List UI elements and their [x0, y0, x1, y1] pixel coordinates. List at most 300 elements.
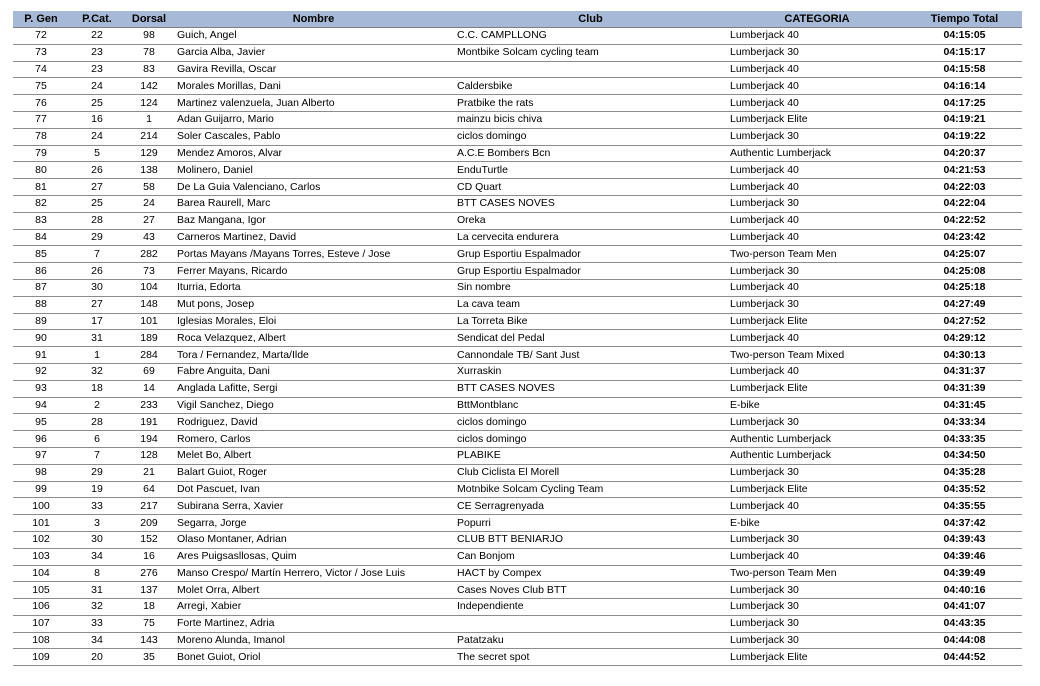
cell-pcat: 22: [69, 28, 125, 45]
cell-pcat: 8: [69, 565, 125, 582]
cell-club: C.C. CAMPLLONG: [454, 28, 727, 45]
table-row: [13, 279, 1022, 296]
header-pcat: P.Cat.: [69, 11, 125, 28]
cell-nombre: Barea Raurell, Marc: [173, 195, 454, 212]
cell-dorsal: 101: [125, 313, 173, 330]
cell-nombre: Olaso Montaner, Adrian: [173, 531, 454, 548]
cell-pcat: 28: [69, 414, 125, 431]
cell-dorsal: 209: [125, 515, 173, 532]
cell-categoria: Lumberjack 40: [727, 279, 907, 296]
cell-dorsal: 64: [125, 481, 173, 498]
table-row: [13, 145, 1022, 162]
header-tiempo: Tiempo Total: [907, 11, 1022, 28]
cell-tiempo: 04:17:25: [907, 95, 1022, 112]
cell-nombre: Mut pons, Josep: [173, 296, 454, 313]
cell-pcat: 34: [69, 632, 125, 649]
cell-club: [454, 615, 727, 632]
cell-tiempo: 04:39:46: [907, 548, 1022, 565]
cell-pcat: 26: [69, 263, 125, 280]
cell-categoria: Lumberjack Elite: [727, 111, 907, 128]
cell-club: Cases Noves Club BTT: [454, 582, 727, 599]
cell-dorsal: 18: [125, 599, 173, 616]
cell-pgen: 88: [13, 296, 69, 313]
cell-pcat: 25: [69, 95, 125, 112]
cell-categoria: Lumberjack 30: [727, 128, 907, 145]
cell-club: BTT CASES NOVES: [454, 195, 727, 212]
cell-tiempo: 04:25:08: [907, 263, 1022, 280]
cell-nombre: Molinero, Daniel: [173, 162, 454, 179]
cell-categoria: Lumberjack 40: [727, 28, 907, 45]
cell-nombre: Bonet Guiot, Oriol: [173, 649, 454, 666]
cell-pgen: 74: [13, 61, 69, 78]
cell-pcat: 32: [69, 599, 125, 616]
cell-tiempo: 04:31:39: [907, 380, 1022, 397]
cell-pgen: 82: [13, 195, 69, 212]
cell-pgen: 107: [13, 615, 69, 632]
cell-dorsal: 214: [125, 128, 173, 145]
cell-pcat: 24: [69, 78, 125, 95]
table-row: [13, 78, 1022, 95]
cell-nombre: Mendez Amoros, Alvar: [173, 145, 454, 162]
cell-pcat: 33: [69, 615, 125, 632]
cell-dorsal: 194: [125, 431, 173, 448]
table-row: [13, 28, 1022, 45]
cell-categoria: Two-person Team Men: [727, 246, 907, 263]
cell-nombre: Fabre Anguita, Dani: [173, 363, 454, 380]
cell-pcat: 7: [69, 447, 125, 464]
cell-categoria: Lumberjack Elite: [727, 649, 907, 666]
cell-categoria: Lumberjack 40: [727, 78, 907, 95]
table-row: [13, 414, 1022, 431]
cell-categoria: Two-person Team Mixed: [727, 347, 907, 364]
cell-categoria: Lumberjack 30: [727, 296, 907, 313]
cell-pgen: 99: [13, 481, 69, 498]
cell-nombre: Ares Puigsasllosas, Quim: [173, 548, 454, 565]
cell-tiempo: 04:33:35: [907, 431, 1022, 448]
cell-tiempo: 04:31:37: [907, 363, 1022, 380]
cell-tiempo: 04:43:35: [907, 615, 1022, 632]
cell-categoria: Lumberjack 40: [727, 330, 907, 347]
cell-categoria: Lumberjack 30: [727, 615, 907, 632]
cell-pcat: 5: [69, 145, 125, 162]
cell-pgen: 81: [13, 179, 69, 196]
cell-pcat: 29: [69, 229, 125, 246]
table-row: [13, 599, 1022, 616]
cell-tiempo: 04:31:45: [907, 397, 1022, 414]
cell-categoria: Lumberjack 30: [727, 531, 907, 548]
cell-tiempo: 04:37:42: [907, 515, 1022, 532]
table-row: [13, 632, 1022, 649]
cell-club: mainzu bicis chiva: [454, 111, 727, 128]
cell-dorsal: 217: [125, 498, 173, 515]
cell-pgen: 80: [13, 162, 69, 179]
cell-nombre: Subirana Serra, Xavier: [173, 498, 454, 515]
table-row: [13, 380, 1022, 397]
cell-pgen: 105: [13, 582, 69, 599]
table-row: [13, 464, 1022, 481]
cell-nombre: Baz Mangana, Igor: [173, 212, 454, 229]
cell-dorsal: 98: [125, 28, 173, 45]
cell-pcat: 16: [69, 111, 125, 128]
table-row: [13, 498, 1022, 515]
table-row: [13, 548, 1022, 565]
cell-categoria: Lumberjack 40: [727, 548, 907, 565]
cell-club: Grup Esportiu Espalmador: [454, 246, 727, 263]
table-row: [13, 179, 1022, 196]
cell-tiempo: 04:23:42: [907, 229, 1022, 246]
header-nombre: Nombre: [173, 11, 454, 28]
cell-club: Grup Esportiu Espalmador: [454, 263, 727, 280]
table-row: [13, 330, 1022, 347]
cell-nombre: Melet Bo, Albert: [173, 447, 454, 464]
cell-dorsal: 189: [125, 330, 173, 347]
table-row: [13, 515, 1022, 532]
cell-dorsal: 143: [125, 632, 173, 649]
cell-pcat: 2: [69, 397, 125, 414]
cell-club: A.C.E Bombers Bcn: [454, 145, 727, 162]
cell-tiempo: 04:21:53: [907, 162, 1022, 179]
cell-tiempo: 04:15:17: [907, 44, 1022, 61]
cell-dorsal: 21: [125, 464, 173, 481]
cell-pgen: 103: [13, 548, 69, 565]
cell-nombre: Tora / Fernandez, Marta/Ilde: [173, 347, 454, 364]
cell-categoria: Lumberjack 40: [727, 498, 907, 515]
cell-dorsal: 75: [125, 615, 173, 632]
cell-nombre: Garcia Alba, Javier: [173, 44, 454, 61]
cell-pcat: 25: [69, 195, 125, 212]
cell-pgen: 102: [13, 531, 69, 548]
cell-dorsal: 58: [125, 179, 173, 196]
cell-club: The secret spot: [454, 649, 727, 666]
cell-nombre: Anglada Lafitte, Sergi: [173, 380, 454, 397]
cell-club: La Torreta Bike: [454, 313, 727, 330]
cell-dorsal: 14: [125, 380, 173, 397]
cell-pcat: 34: [69, 548, 125, 565]
cell-tiempo: 04:27:49: [907, 296, 1022, 313]
cell-club: ciclos domingo: [454, 128, 727, 145]
table-row: [13, 195, 1022, 212]
table-row: [13, 229, 1022, 246]
cell-pcat: 33: [69, 498, 125, 515]
cell-pcat: 19: [69, 481, 125, 498]
cell-club: Club Ciclista El Morell: [454, 464, 727, 481]
cell-nombre: Carneros Martinez, David: [173, 229, 454, 246]
cell-pgen: 90: [13, 330, 69, 347]
cell-categoria: Lumberjack Elite: [727, 380, 907, 397]
cell-tiempo: 04:30:13: [907, 347, 1022, 364]
cell-categoria: Lumberjack 40: [727, 179, 907, 196]
cell-pgen: 76: [13, 95, 69, 112]
cell-pcat: 7: [69, 246, 125, 263]
cell-categoria: Lumberjack 40: [727, 162, 907, 179]
header-dorsal: Dorsal: [125, 11, 173, 28]
cell-nombre: Gavira Revilla, Oscar: [173, 61, 454, 78]
cell-nombre: Molet Orra, Albert: [173, 582, 454, 599]
table-row: [13, 447, 1022, 464]
cell-categoria: Lumberjack Elite: [727, 313, 907, 330]
cell-dorsal: 83: [125, 61, 173, 78]
cell-pgen: 100: [13, 498, 69, 515]
results-table-container: [13, 11, 1022, 666]
cell-pgen: 78: [13, 128, 69, 145]
cell-club: La cervecita endurera: [454, 229, 727, 246]
table-row: [13, 481, 1022, 498]
cell-pgen: 109: [13, 649, 69, 666]
cell-club: Cannondale TB/ Sant Just: [454, 347, 727, 364]
table-row: [13, 431, 1022, 448]
table-header: [13, 11, 1022, 28]
cell-pcat: 23: [69, 44, 125, 61]
cell-tiempo: 04:25:07: [907, 246, 1022, 263]
cell-club: ciclos domingo: [454, 414, 727, 431]
cell-dorsal: 1: [125, 111, 173, 128]
cell-dorsal: 276: [125, 565, 173, 582]
cell-tiempo: 04:25:18: [907, 279, 1022, 296]
cell-club: CE Serragrenyada: [454, 498, 727, 515]
cell-tiempo: 04:34:50: [907, 447, 1022, 464]
cell-categoria: Lumberjack 30: [727, 263, 907, 280]
cell-club: ciclos domingo: [454, 431, 727, 448]
cell-nombre: Iturria, Edorta: [173, 279, 454, 296]
cell-nombre: Arregi, Xabier: [173, 599, 454, 616]
table-row: [13, 162, 1022, 179]
cell-tiempo: 04:39:43: [907, 531, 1022, 548]
cell-pcat: 30: [69, 531, 125, 548]
cell-tiempo: 04:19:21: [907, 111, 1022, 128]
cell-categoria: Lumberjack 30: [727, 464, 907, 481]
table-row: [13, 128, 1022, 145]
cell-tiempo: 04:44:52: [907, 649, 1022, 666]
cell-tiempo: 04:35:52: [907, 481, 1022, 498]
cell-pcat: 26: [69, 162, 125, 179]
cell-nombre: Romero, Carlos: [173, 431, 454, 448]
table-row: [13, 296, 1022, 313]
cell-pcat: 23: [69, 61, 125, 78]
cell-pgen: 85: [13, 246, 69, 263]
cell-pcat: 20: [69, 649, 125, 666]
cell-club: Pratbike the rats: [454, 95, 727, 112]
cell-tiempo: 04:15:05: [907, 28, 1022, 45]
cell-pcat: 27: [69, 179, 125, 196]
cell-club: Motnbike Solcam Cycling Team: [454, 481, 727, 498]
cell-pgen: 97: [13, 447, 69, 464]
cell-pgen: 94: [13, 397, 69, 414]
cell-pcat: 3: [69, 515, 125, 532]
cell-pgen: 73: [13, 44, 69, 61]
cell-dorsal: 69: [125, 363, 173, 380]
cell-club: La cava team: [454, 296, 727, 313]
cell-categoria: Lumberjack 40: [727, 229, 907, 246]
cell-tiempo: 04:22:04: [907, 195, 1022, 212]
table-row: [13, 111, 1022, 128]
cell-club: Popurri: [454, 515, 727, 532]
cell-categoria: Lumberjack 30: [727, 414, 907, 431]
header-pgen: P. Gen: [13, 11, 69, 28]
cell-categoria: E-bike: [727, 397, 907, 414]
cell-tiempo: 04:41:07: [907, 599, 1022, 616]
cell-club: CD Quart: [454, 179, 727, 196]
cell-pgen: 101: [13, 515, 69, 532]
cell-categoria: Lumberjack 40: [727, 61, 907, 78]
cell-club: PLABIKE: [454, 447, 727, 464]
cell-categoria: Lumberjack 40: [727, 95, 907, 112]
table-row: [13, 263, 1022, 280]
cell-pgen: 89: [13, 313, 69, 330]
cell-tiempo: 04:44:08: [907, 632, 1022, 649]
cell-dorsal: 138: [125, 162, 173, 179]
cell-tiempo: 04:39:49: [907, 565, 1022, 582]
table-row: [13, 582, 1022, 599]
cell-dorsal: 142: [125, 78, 173, 95]
cell-categoria: Lumberjack 30: [727, 195, 907, 212]
cell-nombre: Segarra, Jorge: [173, 515, 454, 532]
cell-tiempo: 04:16:14: [907, 78, 1022, 95]
cell-nombre: Adan Guijarro, Mario: [173, 111, 454, 128]
cell-club: CLUB BTT BENIARJO: [454, 531, 727, 548]
cell-pcat: 27: [69, 296, 125, 313]
cell-club: HACT by Compex: [454, 565, 727, 582]
cell-dorsal: 73: [125, 263, 173, 280]
cell-nombre: Iglesias Morales, Eloi: [173, 313, 454, 330]
cell-categoria: Authentic Lumberjack: [727, 145, 907, 162]
cell-nombre: Manso Crespo/ Martín Herrero, Victor / Jose Luis: [173, 565, 454, 582]
cell-nombre: De La Guia Valenciano, Carlos: [173, 179, 454, 196]
cell-tiempo: 04:20:37: [907, 145, 1022, 162]
header-club: Club: [454, 11, 727, 28]
cell-pgen: 92: [13, 363, 69, 380]
cell-dorsal: 16: [125, 548, 173, 565]
cell-categoria: E-bike: [727, 515, 907, 532]
cell-pcat: 32: [69, 363, 125, 380]
cell-categoria: Two-person Team Men: [727, 565, 907, 582]
cell-club: BTT CASES NOVES: [454, 380, 727, 397]
cell-club: Sin nombre: [454, 279, 727, 296]
cell-dorsal: 104: [125, 279, 173, 296]
cell-dorsal: 128: [125, 447, 173, 464]
cell-club: [454, 61, 727, 78]
cell-nombre: Roca Velazquez, Albert: [173, 330, 454, 347]
table-row: [13, 615, 1022, 632]
cell-categoria: Lumberjack 40: [727, 212, 907, 229]
cell-pgen: 106: [13, 599, 69, 616]
cell-nombre: Ferrer Mayans, Ricardo: [173, 263, 454, 280]
table-row: [13, 61, 1022, 78]
cell-club: Independiente: [454, 599, 727, 616]
cell-pcat: 17: [69, 313, 125, 330]
cell-pgen: 86: [13, 263, 69, 280]
cell-tiempo: 04:27:52: [907, 313, 1022, 330]
cell-nombre: Portas Mayans /Mayans Torres, Esteve / Jose: [173, 246, 454, 263]
cell-dorsal: 35: [125, 649, 173, 666]
cell-pgen: 91: [13, 347, 69, 364]
cell-dorsal: 124: [125, 95, 173, 112]
cell-nombre: Martinez valenzuela, Juan Alberto: [173, 95, 454, 112]
cell-dorsal: 137: [125, 582, 173, 599]
cell-tiempo: 04:40:16: [907, 582, 1022, 599]
cell-club: Oreka: [454, 212, 727, 229]
cell-club: Patatzaku: [454, 632, 727, 649]
cell-categoria: Lumberjack 30: [727, 582, 907, 599]
cell-tiempo: 04:35:28: [907, 464, 1022, 481]
table-row: [13, 246, 1022, 263]
cell-tiempo: 04:15:58: [907, 61, 1022, 78]
cell-dorsal: 148: [125, 296, 173, 313]
cell-pgen: 75: [13, 78, 69, 95]
cell-nombre: Vigil Sanchez, Diego: [173, 397, 454, 414]
table-row: [13, 649, 1022, 666]
cell-pgen: 87: [13, 279, 69, 296]
cell-pcat: 30: [69, 279, 125, 296]
cell-pcat: 28: [69, 212, 125, 229]
table-row: [13, 347, 1022, 364]
cell-nombre: Forte Martinez, Adria: [173, 615, 454, 632]
cell-pgen: 77: [13, 111, 69, 128]
cell-categoria: Lumberjack 30: [727, 599, 907, 616]
cell-dorsal: 191: [125, 414, 173, 431]
cell-pgen: 83: [13, 212, 69, 229]
cell-club: Sendicat del Pedal: [454, 330, 727, 347]
cell-pgen: 98: [13, 464, 69, 481]
cell-dorsal: 24: [125, 195, 173, 212]
header-row: [13, 11, 1022, 28]
cell-categoria: Lumberjack 30: [727, 632, 907, 649]
header-categoria: CATEGORIA: [727, 11, 907, 28]
cell-dorsal: 78: [125, 44, 173, 61]
table-row: [13, 95, 1022, 112]
cell-pcat: 18: [69, 380, 125, 397]
table-row: [13, 531, 1022, 548]
table-row: [13, 363, 1022, 380]
cell-categoria: Lumberjack 30: [727, 44, 907, 61]
cell-dorsal: 129: [125, 145, 173, 162]
cell-tiempo: 04:33:34: [907, 414, 1022, 431]
cell-dorsal: 43: [125, 229, 173, 246]
cell-dorsal: 284: [125, 347, 173, 364]
table-row: [13, 44, 1022, 61]
cell-tiempo: 04:19:22: [907, 128, 1022, 145]
cell-dorsal: 233: [125, 397, 173, 414]
cell-club: Can Bonjom: [454, 548, 727, 565]
cell-dorsal: 282: [125, 246, 173, 263]
cell-pgen: 79: [13, 145, 69, 162]
cell-pcat: 6: [69, 431, 125, 448]
cell-tiempo: 04:35:55: [907, 498, 1022, 515]
cell-pgen: 72: [13, 28, 69, 45]
table-row: [13, 313, 1022, 330]
cell-nombre: Dot Pascuet, Ivan: [173, 481, 454, 498]
cell-pcat: 31: [69, 330, 125, 347]
cell-pgen: 108: [13, 632, 69, 649]
cell-categoria: Authentic Lumberjack: [727, 447, 907, 464]
cell-pgen: 84: [13, 229, 69, 246]
cell-pcat: 24: [69, 128, 125, 145]
cell-tiempo: 04:29:12: [907, 330, 1022, 347]
cell-club: BttMontblanc: [454, 397, 727, 414]
cell-nombre: Balart Guiot, Roger: [173, 464, 454, 481]
cell-nombre: Morales Morillas, Dani: [173, 78, 454, 95]
cell-categoria: Authentic Lumberjack: [727, 431, 907, 448]
results-table: [13, 11, 1022, 666]
cell-pcat: 29: [69, 464, 125, 481]
cell-nombre: Moreno Alunda, Imanol: [173, 632, 454, 649]
cell-categoria: Lumberjack Elite: [727, 481, 907, 498]
cell-nombre: Guich, Angel: [173, 28, 454, 45]
cell-nombre: Soler Cascales, Pablo: [173, 128, 454, 145]
cell-club: Xurraskin: [454, 363, 727, 380]
cell-pgen: 95: [13, 414, 69, 431]
cell-club: EnduTurtle: [454, 162, 727, 179]
table-body: [13, 28, 1022, 666]
